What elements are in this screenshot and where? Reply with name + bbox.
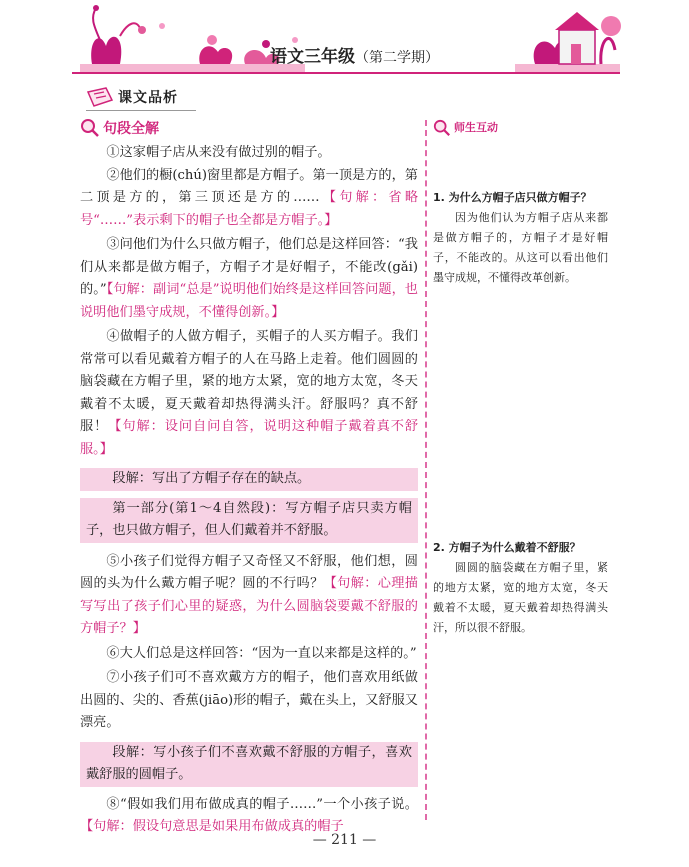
header-rule: [72, 72, 620, 74]
paragraph-2-note: 【句解：省略号“……”表示剩下的帽子也全都是方帽子。】: [80, 190, 419, 228]
paragraph-6: ⑥大人们总是这样回答：“因为一直以来都是这样的。”: [106, 645, 417, 661]
side-heading-text: 师生互动: [454, 121, 498, 134]
header-decoration-right-icon: [515, 0, 625, 78]
side-column: [433, 118, 608, 638]
magnifier-icon: [433, 119, 451, 137]
column-divider: [425, 120, 427, 820]
page-header: [0, 0, 689, 80]
side-heading: [433, 118, 608, 138]
section-banner-label: 课文品析: [118, 90, 178, 106]
paragraph-3-text: ③问他们为什么只做方帽子，他们总是这样回答：“我们从来都是做方帽子，方帽子才是好帽子，不能改(gǎi)的。”: [80, 237, 418, 297]
paragraph-7: ⑦小孩子们可不喜欢戴方方的帽子，他们喜欢用纸做出圆的、尖的、香蕉(jiāo)形的帽子，戴在头上，又舒服又漂亮。: [80, 670, 418, 730]
main-heading-text: 句段全解: [103, 121, 159, 137]
book-title-text: 语文三年级: [270, 47, 355, 67]
side-spacer-2: [433, 288, 608, 538]
book-icon: [86, 86, 114, 108]
part-summary-1: 第一部分(第1～4自然段)：写方帽子店只卖方帽子，也只做方帽子，但人们戴着并不舒服。: [80, 498, 418, 543]
page-number: — 211 —: [312, 832, 377, 848]
paragraph-5-text: ⑤小孩子们觉得方帽子又奇怪又不舒服，他们想，圆圆的头为什么戴方帽子呢？圆的不行吗？: [80, 553, 418, 591]
paragraph-3: [80, 234, 418, 324]
magnifier-icon: [80, 118, 100, 138]
paragraph-5-note: 【句解：心理描写写出了孩子们心里的疑惑，为什么圆脑袋要戴不舒服的方帽子？】: [80, 576, 418, 636]
paragraph-8-text: ⑧“假如我们用布做成真的帽子……”一个小孩子说。: [106, 796, 418, 812]
side-answer-2: 圆圆的脑袋藏在方帽子里，紧的地方太紧，宽的地方太宽，冬天戴着不太暖，夏天戴着却热得满头汗，所以很不舒服。: [433, 561, 608, 634]
paragraph-2: [80, 165, 418, 233]
paragraph-4-note: 【句解：设问自问自答，说明这种帽子戴着真不舒服。】: [80, 419, 419, 457]
banner-underline: [86, 110, 196, 111]
paragraph-4-text: ④做帽子的人做方帽子，买帽子的人买方帽子。我们常常可以看见戴着方帽子的人在马路上走着。他们圆圆的脑袋藏在方帽子里，紧的地方太紧，宽的地方太宽，冬天戴着不太暖，夏天戴着却热得满头汗。舒服吗？真不舒服！: [80, 329, 418, 434]
section-banner: [86, 86, 178, 108]
book-title: [270, 42, 439, 67]
book-subtitle: （第二学期）: [355, 50, 439, 66]
side-spacer-1: [433, 142, 608, 188]
main-heading: [80, 118, 418, 138]
paragraph-1: ①这家帽子店从来没有做过别的帽子。: [106, 145, 331, 160]
paragraph-8-note: 【句解：假设句意思是如果用布做成真的帽子: [80, 819, 344, 834]
side-answer-1: 因为他们认为方帽子店从来都是做方帽子的，方帽子才是好帽子，不能改的。从这可以看出他们墨守成规，不懂得改革创新。: [433, 211, 608, 284]
main-column: [80, 118, 418, 839]
side-question-2: 2. 方帽子为什么戴着不舒服？: [433, 541, 581, 554]
side-question-1: 1. 为什么方帽子店只做方帽子？: [433, 191, 592, 204]
paragraph-summary-2: 段解：写小孩子们不喜欢戴不舒服的方帽子，喜欢戴舒服的圆帽子。: [80, 742, 418, 787]
paragraph-4: [80, 326, 418, 461]
paragraph-summary-1: 段解：写出了方帽子存在的缺点。: [80, 468, 418, 491]
paragraph-5: [80, 551, 418, 641]
paragraph-2-text: ②他们的橱(chú)窗里都是方帽子。第一顶是方的，第二顶是方的，第三顶还是方的……: [80, 167, 418, 205]
paragraph-3-note: 【句解：副词“总是”说明他们始终是这样回答问题，也说明他们墨守成规，不懂得创新。】: [80, 282, 418, 320]
